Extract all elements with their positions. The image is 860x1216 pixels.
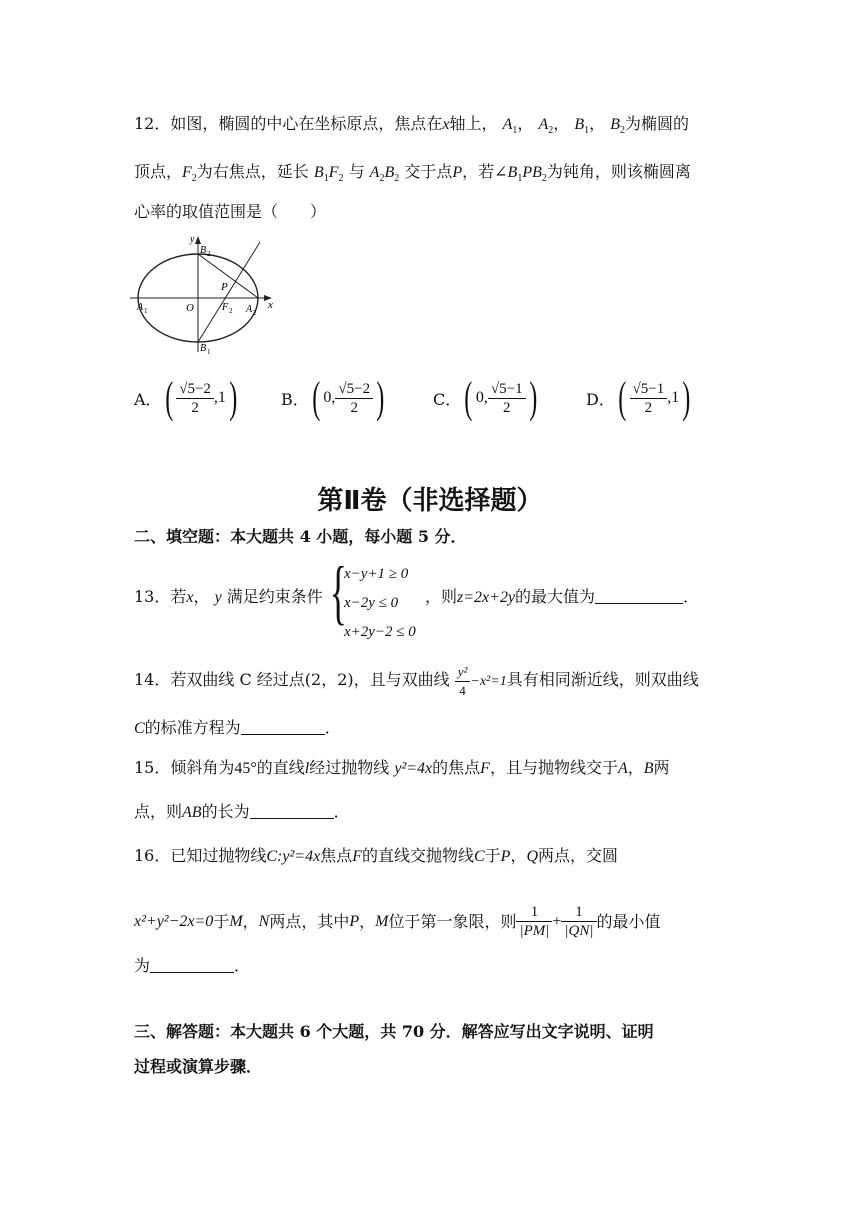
q16-line-1 [134, 845, 618, 868]
q16-line-2 [134, 903, 661, 940]
var-B: B [643, 760, 654, 777]
q16-line-3 [134, 955, 250, 977]
comma: ， [510, 846, 527, 865]
choice-label: A． [134, 389, 162, 409]
q12-text: 轴上， [449, 114, 498, 133]
paren: ( [312, 373, 321, 422]
label-F2: F [222, 302, 229, 313]
label-A1: A [137, 302, 144, 313]
plus: + [552, 912, 562, 930]
var-C: C [473, 848, 485, 865]
var-M: M [229, 912, 243, 930]
var-A2: A [538, 116, 549, 133]
q12-text: 为钝角，则该椭圆离 [546, 162, 691, 181]
var-B1: B [313, 164, 324, 181]
ellipse-figure [128, 228, 278, 356]
choice-label: C． [433, 389, 462, 409]
var-P: P [500, 848, 511, 865]
denominator: |QN| [564, 923, 594, 939]
comma: ， [553, 114, 570, 133]
label-O: O [186, 302, 194, 314]
q15-text: 的直线 [256, 758, 305, 777]
numerator: √5−1 [488, 380, 526, 399]
answer-section-header: 三、解答题：本大题共 6 个大题，共 70 分．解答应写出文字说明、证明 [134, 1022, 654, 1041]
q16-text: 于 [484, 846, 501, 865]
choice-D [586, 373, 694, 423]
denominator: |PM| [519, 923, 550, 939]
var-B1: B [507, 164, 518, 181]
q12-text: 为椭圆的 [625, 114, 690, 133]
comma: ， [193, 587, 210, 606]
var-P: P [349, 912, 360, 930]
sub: 2 [620, 125, 626, 137]
q13-text: ，则 [425, 587, 458, 606]
period: ． [324, 718, 341, 737]
parabola-expr: :y²=4x [277, 848, 321, 865]
fraction [630, 380, 668, 417]
label-A1-sub: 1 [144, 307, 148, 315]
q13-tail [425, 586, 699, 609]
label-B1: B [200, 343, 207, 354]
answer-blank[interactable] [595, 587, 683, 604]
q16-text: 位于第一象限，则 [388, 911, 517, 931]
choice-text: 0, [475, 389, 488, 406]
q15-text: ，且与抛物线交于 [489, 758, 618, 777]
label-B1-sub: 1 [207, 348, 211, 356]
q15-text: 的长为 [201, 802, 250, 821]
q12-text: ，若∠ [462, 162, 508, 181]
sub: 1 [512, 125, 518, 137]
choice-text: ,1 [667, 389, 680, 406]
var-B1: B [574, 116, 585, 133]
var-y: y [214, 589, 222, 606]
q16-text: 两点，交圆 [538, 846, 619, 865]
var-B2: B [532, 164, 542, 181]
sub: 2 [338, 173, 344, 185]
q15-text: 15．倾斜角为 [134, 758, 235, 777]
comma: ， [627, 758, 644, 777]
q13-text: 13．若 [134, 587, 187, 606]
paren: ( [164, 373, 173, 422]
q16-text: 焦点 [320, 846, 353, 865]
var-x: x [186, 589, 194, 606]
var-l: l [304, 760, 310, 777]
sub: 1 [584, 125, 590, 137]
denominator: 4 [459, 683, 466, 698]
var-B2: B [610, 116, 621, 133]
q15-line-2 [134, 801, 350, 824]
fraction-PM [516, 903, 552, 940]
q13-text: 满足约束条件 [226, 587, 323, 606]
choice-A [134, 373, 241, 423]
q12-line-1 [134, 113, 689, 136]
q12-text: 与 [348, 162, 365, 181]
label-B2: B [200, 245, 207, 256]
comma: ， [589, 114, 606, 133]
answer-blank[interactable] [250, 802, 334, 819]
fraction-QN [561, 903, 596, 940]
fraction [455, 663, 471, 700]
angle-value: 45° [234, 760, 257, 777]
denominator: 2 [350, 399, 359, 416]
choice-label: D． [586, 389, 615, 409]
q13-lead [134, 586, 323, 609]
var-P: P [522, 164, 533, 181]
var-A: A [617, 760, 628, 777]
paren: ) [229, 373, 238, 422]
numerator: 1 [516, 903, 552, 922]
var-C: C [134, 720, 145, 737]
var-F2: F [328, 164, 339, 181]
choice-text: 0, [323, 389, 336, 406]
q14-text: 具有相同渐近线，则双曲线 [506, 670, 699, 689]
system-brace: { [329, 552, 347, 632]
sub: 2 [541, 173, 547, 185]
paren: ) [376, 373, 385, 422]
numerator: √5−2 [176, 380, 214, 399]
answer-blank[interactable] [150, 956, 234, 973]
constraint-1: x−y+1 ≥ 0 [344, 566, 409, 582]
var-N: N [258, 912, 270, 930]
var-M: M [375, 912, 389, 930]
sub: 2 [548, 125, 554, 137]
comma: ， [242, 911, 259, 931]
q14-text: 14．若双曲线 C 经过点(2，2)，且与双曲线 [134, 670, 450, 689]
period: ． [333, 802, 350, 821]
choice-label: B． [281, 389, 309, 409]
constraint-system [344, 560, 416, 647]
q16-text: 的最小值 [596, 911, 661, 931]
fraction [488, 380, 526, 417]
paren: ( [618, 373, 627, 422]
q16-text: 于 [213, 911, 230, 931]
constraint-2: x−2y ≤ 0 [344, 595, 399, 611]
label-F2-sub: 2 [229, 307, 233, 315]
q12-text: 12．如图，椭圆的中心在坐标原点，焦点在 [134, 114, 443, 133]
q16-text: 两点，其中 [269, 911, 350, 931]
q12-text: 顶点， [134, 162, 183, 181]
choice-text: ,1 [213, 389, 226, 406]
period: ． [234, 956, 251, 975]
period: ． [683, 587, 700, 606]
fraction [335, 380, 373, 417]
q15-text: 的焦点 [432, 758, 481, 777]
var-P: P [452, 164, 463, 181]
q15-line-1 [134, 757, 670, 780]
q16-text: 的直线交抛物线 [361, 846, 474, 865]
label-A2-sub: 2 [253, 309, 257, 317]
fill-in-header: 二、填空题：本大题共 4 小题，每小题 5 分． [134, 527, 467, 546]
denominator: 2 [644, 399, 653, 416]
circle-expr: x²+y²−2x=0 [134, 912, 214, 930]
label-A2: A [246, 304, 253, 315]
denominator: 2 [503, 399, 511, 416]
var-A1: A [502, 116, 513, 133]
var-F: F [352, 848, 362, 865]
comma: ， [359, 911, 376, 931]
var-C: C [266, 848, 278, 865]
numerator: 1 [561, 903, 596, 922]
paren: ) [528, 373, 537, 422]
label-y: y [190, 234, 195, 245]
label-x: x [268, 299, 273, 311]
label-P: P [221, 281, 228, 293]
fraction [176, 380, 214, 417]
objective-expr: z=2x+2y [457, 589, 516, 606]
var-AB: AB [182, 804, 202, 821]
sub: 2 [191, 173, 197, 185]
q12-line-3: 心率的取值范围是（ ） [134, 202, 327, 221]
q14-text: 的标准方程为 [144, 718, 241, 737]
section-title: 第Ⅱ卷（非选择题） [317, 486, 543, 516]
q16-text: 为 [134, 956, 151, 975]
q12-text: 为右焦点，延长 [196, 162, 309, 181]
var-B2: B [384, 164, 395, 181]
q12-text: 交于点 [404, 162, 453, 181]
q15-text: 两 [653, 758, 670, 777]
constraint-3: x+2y−2 ≤ 0 [344, 624, 416, 640]
comma: ， [517, 114, 534, 133]
paren: ) [682, 373, 691, 422]
sub: 1 [517, 173, 523, 185]
q14-line-1 [134, 663, 699, 700]
var-Q: Q [526, 848, 539, 865]
q14-line-2 [134, 717, 341, 740]
numerator: y² [455, 663, 471, 682]
sub: 1 [323, 173, 329, 185]
paren: ( [464, 373, 473, 422]
hyperbola-expr: −x²=1 [470, 674, 507, 689]
var-A2: A [369, 164, 380, 181]
q16-text: 16．已知过抛物线 [134, 846, 267, 865]
label-B2-sub: 2 [207, 250, 211, 258]
q13-text: 的最大值为 [515, 587, 596, 606]
numerator: √5−2 [335, 380, 373, 399]
parabola-expr: y²=4x [394, 760, 433, 777]
q15-text: 经过抛物线 [309, 758, 390, 777]
q12-line-2 [134, 161, 691, 184]
choice-B [281, 373, 388, 423]
var-F2: F [182, 164, 192, 181]
numerator: √5−1 [630, 380, 668, 399]
answer-section-header-2: 过程或演算步骤． [134, 1057, 263, 1076]
choice-C [433, 373, 540, 423]
var-F: F [480, 760, 490, 777]
answer-blank[interactable] [241, 718, 325, 735]
var-x: x [442, 116, 450, 133]
denominator: 2 [191, 399, 199, 416]
y-axis-arrow [195, 236, 201, 244]
sub: 2 [394, 173, 400, 185]
sub: 2 [379, 173, 385, 185]
q15-text: 点，则 [134, 802, 183, 821]
